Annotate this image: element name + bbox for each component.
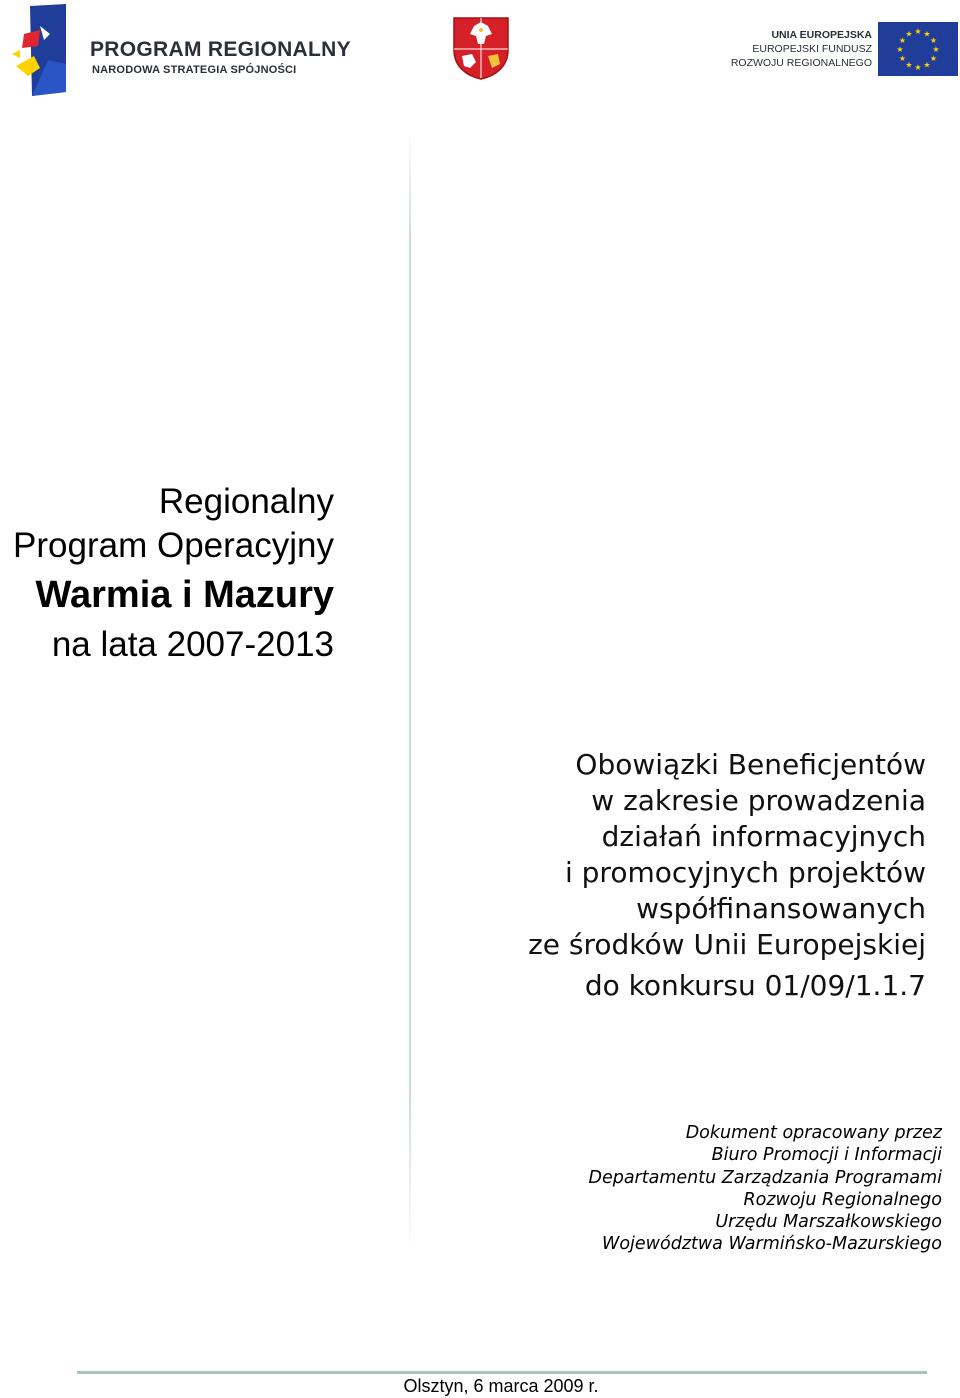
svg-text:★: ★ — [898, 36, 907, 45]
eu-logo-text — [731, 28, 872, 70]
prepared-by-line: Departamentu Zarządzania Programami — [588, 1167, 942, 1188]
prepared-by — [588, 1122, 942, 1256]
svg-text:★: ★ — [905, 29, 913, 39]
document-title-line: ze środków Unii Europejskiej — [528, 928, 926, 961]
program-title-line2: Program Operacyjny — [13, 526, 334, 565]
svg-text:★: ★ — [932, 45, 940, 54]
program-title-line3: Warmia i Mazury — [35, 574, 334, 616]
program-logo-subtitle: NARODOWA STRATEGIA SPÓJNOŚCI — [92, 64, 297, 76]
document-title-line: Obowiązki Beneficjentów — [575, 748, 926, 781]
eu-logo — [730, 22, 958, 78]
program-title — [13, 480, 334, 668]
svg-text:★: ★ — [929, 54, 938, 63]
svg-text:★: ★ — [896, 45, 904, 54]
program-regionalny-mark-icon — [10, 4, 72, 96]
eu-flag-icon — [878, 22, 958, 76]
footer-divider — [77, 1371, 927, 1374]
vertical-divider — [409, 132, 411, 1252]
eu-logo-line1: UNIA EUROPEJSKA — [771, 29, 872, 41]
svg-text:★: ★ — [914, 27, 922, 36]
document-title-line: w zakresie prowadzenia — [591, 784, 926, 817]
contest-number: do konkursu 01/09/1.1.7 — [584, 969, 926, 1002]
prepared-by-line: Rozwoju Regionalnego — [743, 1189, 942, 1210]
prepared-by-line: Województwa Warmińsko-Mazurskiego — [602, 1234, 942, 1255]
svg-text:★: ★ — [905, 60, 913, 70]
program-logo-title: PROGRAM REGIONALNY — [90, 38, 351, 61]
eu-logo-line2: EUROPEJSKI FUNDUSZ — [752, 43, 872, 55]
svg-text:★: ★ — [898, 54, 907, 63]
svg-text:★: ★ — [923, 29, 931, 39]
svg-text:★: ★ — [929, 36, 938, 45]
document-title — [528, 747, 926, 1004]
place-date: Olsztyn, 6 marca 2009 r. — [403, 1376, 599, 1396]
eu-logo-line3: ROZWOJU REGIONALNEGO — [730, 57, 872, 69]
document-title-line: działań informacyjnych — [601, 820, 926, 853]
svg-text:★: ★ — [914, 63, 922, 72]
program-regionalny-logo — [10, 4, 360, 96]
program-title-line1: Regionalny — [158, 482, 334, 521]
document-title-line: i promocyjnych projektów — [564, 856, 926, 889]
warmia-mazury-crest-icon — [452, 16, 510, 80]
prepared-by-line: Urzędu Marszałkowskiego — [715, 1212, 942, 1233]
prepared-by-line: Dokument opracowany przez — [685, 1123, 942, 1143]
svg-text:★: ★ — [923, 60, 931, 70]
document-title-line: współfinansowanych — [636, 892, 926, 925]
prepared-by-line: Biuro Promocji i Informacji — [711, 1145, 942, 1166]
program-title-line4: na lata 2007-2013 — [51, 625, 334, 664]
